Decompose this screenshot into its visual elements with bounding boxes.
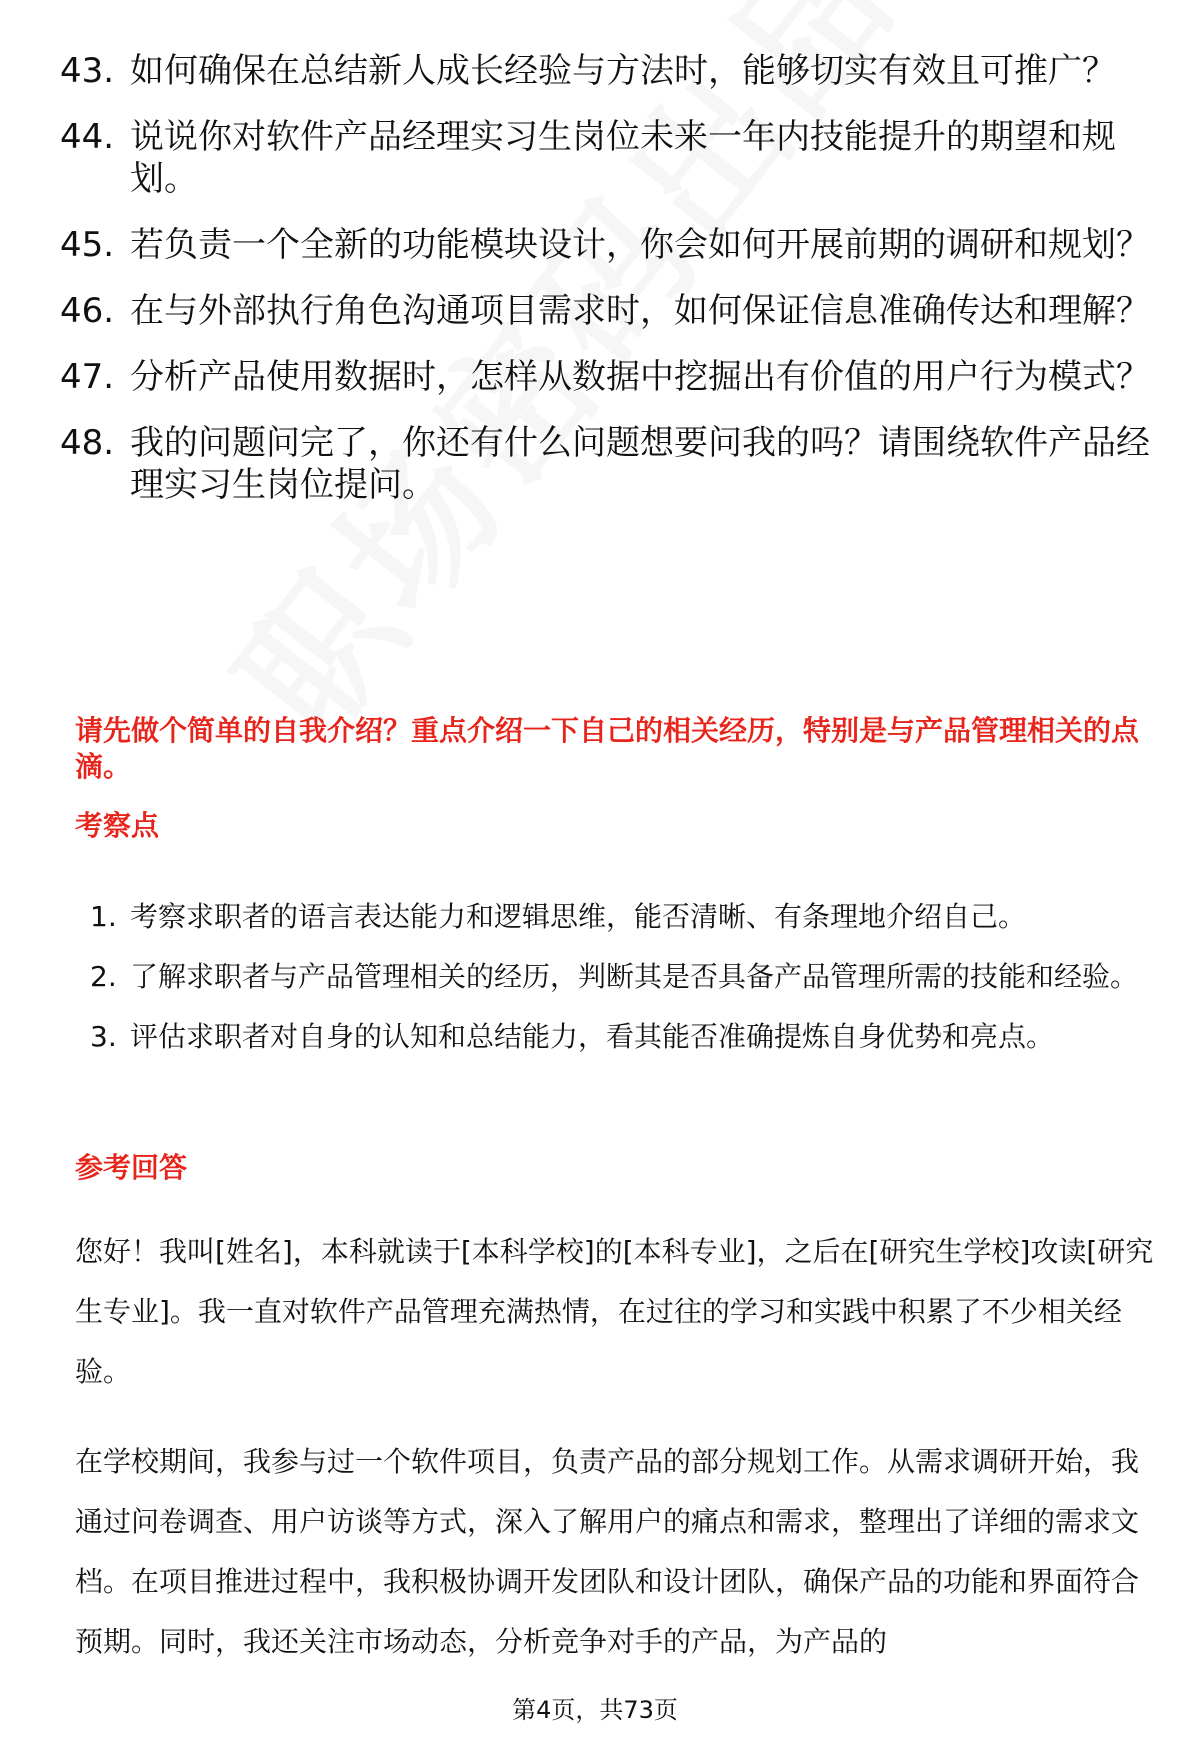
assessment-points-list [90,887,1160,1067]
item-text: 在与外部执行角色沟通项目需求时，如何保证信息准确传达和理解？ [130,291,1150,331]
item-number: 43. [60,51,115,91]
list-item [90,887,1160,947]
item-number: 44. [60,117,115,157]
section-heading-points: 考察点 [75,809,160,842]
item-text: 如何确保在总结新人成长经验与方法时，能够切实有效且可推广？ [130,51,1116,91]
answer-paragraph: 在学校期间，我参与过一个软件项目，负责产品的部分规划工作。从需求调研开始，我通过问卷调查、用户访谈等方式，深入了解用户的痛点和需求，整理出了详细的需求文档。在项目推进过程中，我积极协调开发团队和设计团队，确保产品的功能和界面符合预期。同时，我还关注市场动态，分析竞争对手的产品，为产品的 [75,1445,1140,1658]
interview-question-heading: 请先做个简单的自我介绍？重点介绍一下自己的相关经历，特别是与产品管理相关的点滴。 [75,714,1140,783]
item-number: 47. [60,357,115,397]
list-item [60,50,1150,92]
list-item [90,1007,1160,1067]
item-number: 45. [60,225,115,265]
list-item [60,356,1150,398]
answer-paragraph: 您好！我叫[姓名]，本科就读于[本科学校]的[本科专业]，之后在[研究生学校]攻读[研究生专业]。我一直对软件产品管理充满热情，在过往的学习和实践中积累了不少相关经验。 [75,1235,1154,1388]
question-list [60,50,1150,530]
list-item [60,290,1150,332]
list-item [60,116,1150,200]
item-number: 46. [60,291,115,331]
item-text: 分析产品使用数据时，怎样从数据中挖掘出有价值的用户行为模式？ [130,357,1150,397]
section-heading-answer: 参考回答 [75,1151,188,1184]
item-text: 考察求职者的语言表达能力和逻辑思维，能否清晰、有条理地介绍自己。 [130,900,1027,933]
item-number: 1. [90,900,117,933]
item-text: 若负责一个全新的功能模块设计，你会如何开展前期的调研和规划？ [130,225,1150,265]
item-number: 3. [90,1020,117,1053]
list-item [60,224,1150,266]
item-text: 说说你对软件产品经理实习生岗位未来一年内技能提升的期望和规划。 [130,117,1116,199]
item-text: 评估求职者对自身的认知和总结能力，看其能否准确提炼自身优势和亮点。 [130,1020,1055,1053]
list-item [90,947,1160,1007]
item-number: 2. [90,960,117,993]
item-text: 了解求职者与产品管理相关的经历，判断其是否具备产品管理所需的技能和经验。 [130,960,1139,993]
list-item [60,422,1150,506]
item-text: 我的问题问完了，你还有什么问题想要问我的吗？请围绕软件产品经理实习生岗位提问。 [130,423,1150,505]
page-footer: 第4页，共73页 [512,1696,678,1724]
item-number: 48. [60,423,115,463]
